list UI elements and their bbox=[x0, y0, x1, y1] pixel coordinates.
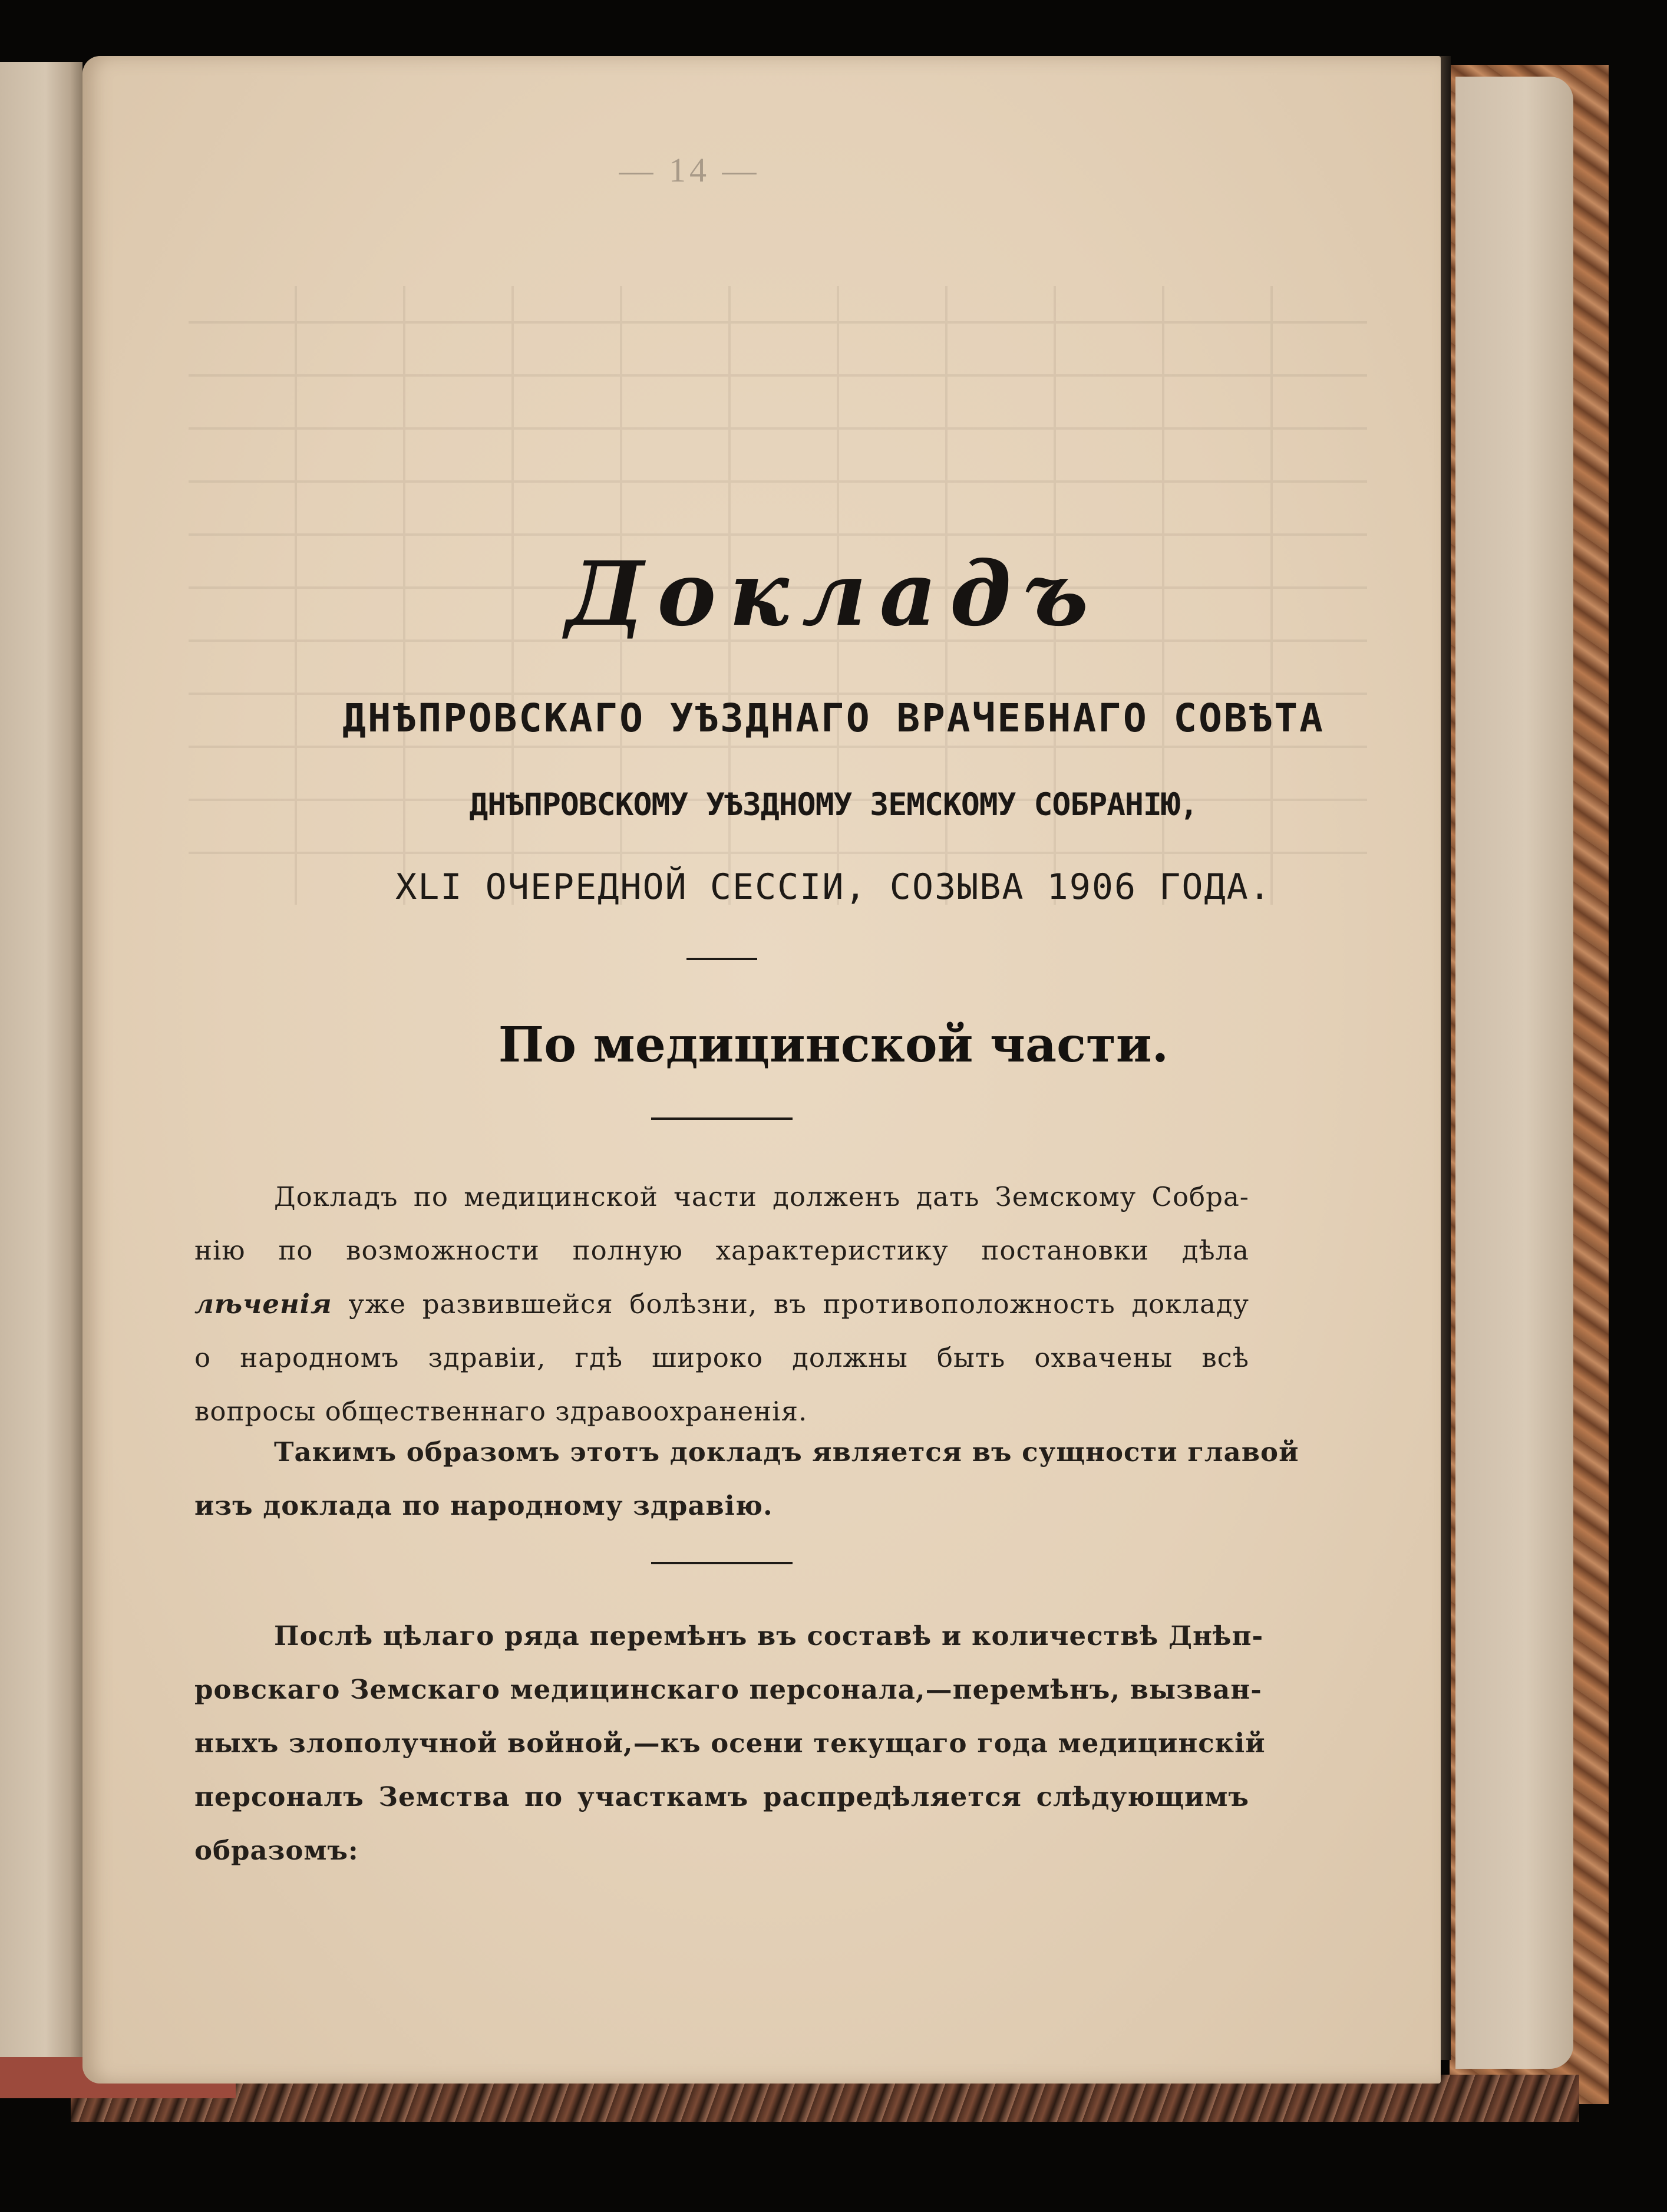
text-line: ровскаго Земскаго медицинскаго персонала,—перемѣнъ, вызван- bbox=[194, 1674, 1262, 1705]
emphasized-word: лѣченія bbox=[194, 1288, 332, 1320]
subtitle-assembly: ДНѢПРОВСКОМУ УѢЗДНОМУ ЗЕМСКОМУ СОБРАНІЮ, bbox=[469, 787, 1198, 823]
text-line: персоналъ Земства по участкамъ распредѣляется слѣдующимъ bbox=[194, 1781, 1249, 1812]
document-title: Докладъ bbox=[565, 542, 1102, 646]
text-line: вопросы общественнаго здравоохраненія. bbox=[194, 1396, 808, 1427]
page-number: — 14 — bbox=[619, 151, 760, 189]
text-line: образомъ: bbox=[194, 1835, 359, 1866]
text-line: нію по возможности полную характеристику постановки дѣла bbox=[194, 1235, 1249, 1266]
subtitle-session: XLI ОЧЕРЕДНОЙ СЕССІИ, СОЗЫВА 1906 ГОДА. bbox=[395, 866, 1272, 908]
text-line: о народномъ здравіи, гдѣ широко должны быть охвачены всѣ bbox=[194, 1342, 1249, 1373]
divider-rule bbox=[651, 1117, 793, 1120]
paragraph-intro bbox=[194, 1170, 1249, 1438]
text-line: Докладъ по медицинской части долженъ дать Земскому Собра- bbox=[274, 1181, 1249, 1212]
divider-rule bbox=[651, 1562, 793, 1564]
text-line: Послѣ цѣлаго ряда перемѣнъ въ составѣ и количествѣ Днѣп- bbox=[274, 1620, 1264, 1651]
paragraph-chapter bbox=[194, 1425, 1299, 1532]
text-line: изъ доклада по народному здравію. bbox=[194, 1490, 773, 1521]
text-fragment: уже развившейся болѣзни, въ противоположность докладу bbox=[332, 1288, 1249, 1320]
section-heading: По медицинской части. bbox=[498, 1017, 1169, 1073]
divider-rule bbox=[686, 958, 757, 960]
text-line: ныхъ злополучной войной,—къ осени текущаго года медицинскій bbox=[194, 1728, 1266, 1759]
subtitle-council: ДНѢПРОВСКАГО УѢЗДНАГО ВРАЧЕБНАГО СОВѢТА bbox=[342, 695, 1325, 741]
text-line bbox=[194, 1277, 1249, 1331]
text-line: Такимъ образомъ этотъ докладъ является въ сущности главой bbox=[274, 1436, 1299, 1468]
paragraph-personnel bbox=[194, 1609, 1266, 1877]
